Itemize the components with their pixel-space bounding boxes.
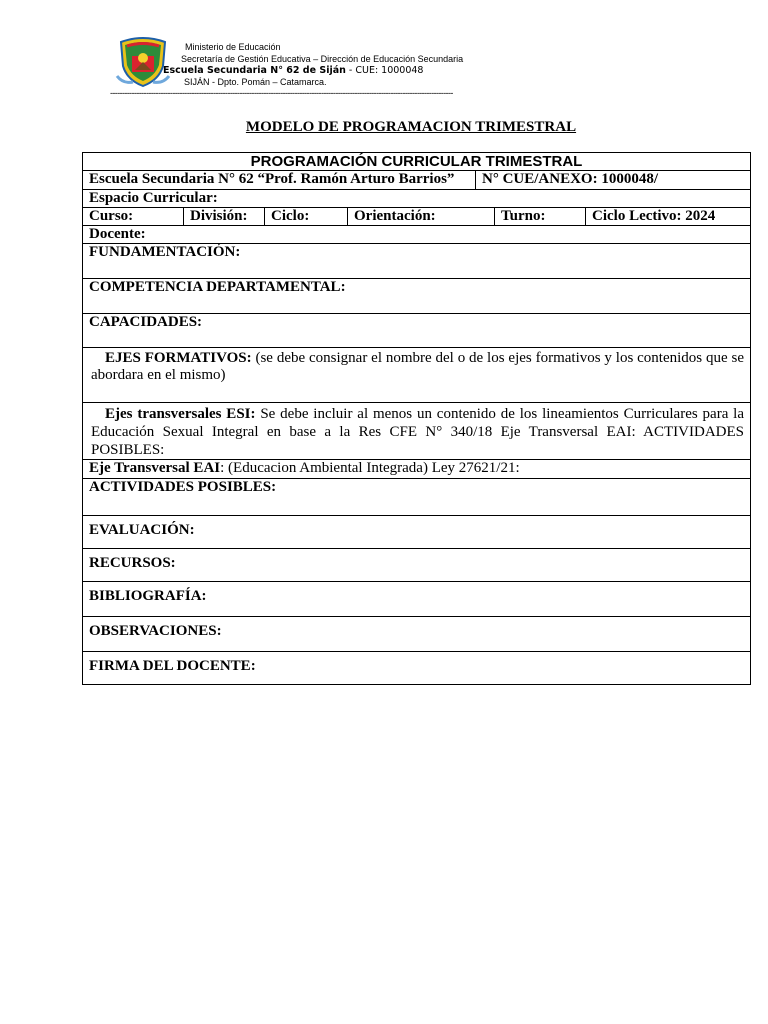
evaluacion-section[interactable]: EVALUACIÓN:	[83, 516, 751, 549]
actividades-section[interactable]: ACTIVIDADES POSIBLES:	[83, 479, 751, 516]
orientacion-field[interactable]: Orientación:	[348, 208, 495, 226]
esi-text: Se debe incluir al menos un contenido de los lineamientos Curriculares para la Educación Sexual Integral en base a la Res CFE N° 340/18 Eje Transversal EAI: ACTIVIDADES POSIBLES:	[91, 406, 745, 458]
header-separator: -----------------------------------------------------------------------------------------------------------------------------------------------	[110, 88, 453, 98]
school-cue-header: - CUE: 1000048	[345, 65, 424, 76]
table-heading: PROGRAMACIÓN CURRICULAR TRIMESTRAL	[83, 153, 751, 171]
ministry-line: Ministerio de Educación	[185, 42, 281, 52]
eai-label: Eje Transversal EAI	[89, 460, 221, 476]
ejes-formativos-label: EJES FORMATIVOS:	[105, 350, 252, 366]
esi-section[interactable]	[83, 403, 751, 460]
ciclo-lectivo-field[interactable]: Ciclo Lectivo: 2024	[586, 208, 751, 226]
fundamentacion-section[interactable]: FUNDAMENTACIÓN:	[83, 244, 751, 279]
esi-label: Ejes transversales ESI:	[105, 406, 256, 422]
bibliografia-section[interactable]: BIBLIOGRAFÍA:	[83, 582, 751, 617]
school-header-line	[163, 65, 423, 77]
firma-docente-section[interactable]: FIRMA DEL DOCENTE:	[83, 652, 751, 685]
eai-section[interactable]	[83, 460, 751, 479]
ciclo-field[interactable]: Ciclo:	[265, 208, 348, 226]
curso-field[interactable]: Curso:	[83, 208, 184, 226]
eai-text: : (Educacion Ambiental Integrada) Ley 27621/21:	[220, 460, 520, 476]
school-crest-logo	[113, 36, 173, 90]
programming-form-table	[82, 152, 751, 685]
docente-field[interactable]: Docente:	[83, 226, 751, 244]
cue-cell: N° CUE/ANEXO: 1000048/	[476, 171, 751, 190]
location-line: SIJÁN - Dpto. Pomán – Catamarca.	[184, 77, 327, 87]
division-field[interactable]: División:	[184, 208, 265, 226]
capacidades-section[interactable]: CAPACIDADES:	[83, 314, 751, 348]
espacio-curricular-field[interactable]: Espacio Curricular:	[83, 190, 751, 208]
competencia-section[interactable]: COMPETENCIA DEPARTAMENTAL:	[83, 279, 751, 314]
turno-field[interactable]: Turno:	[495, 208, 586, 226]
ejes-formativos-text: (se debe consignar el nombre del o de los ejes formativos y los contenidos que se abordara en el mismo)	[91, 350, 744, 383]
school-name-cell: Escuela Secundaria N° 62 “Prof. Ramón Arturo Barrios”	[83, 171, 476, 190]
recursos-section[interactable]: RECURSOS:	[83, 549, 751, 582]
ejes-formativos-section[interactable]	[83, 348, 751, 403]
school-name-header: Escuela Secundaria N° 62 de Siján	[163, 65, 346, 76]
observaciones-section[interactable]: OBSERVACIONES:	[83, 617, 751, 652]
document-title: MODELO DE PROGRAMACION TRIMESTRAL	[245, 119, 577, 135]
secretary-line: Secretaría de Gestión Educativa – Dirección de Educación Secundaria	[181, 54, 464, 64]
